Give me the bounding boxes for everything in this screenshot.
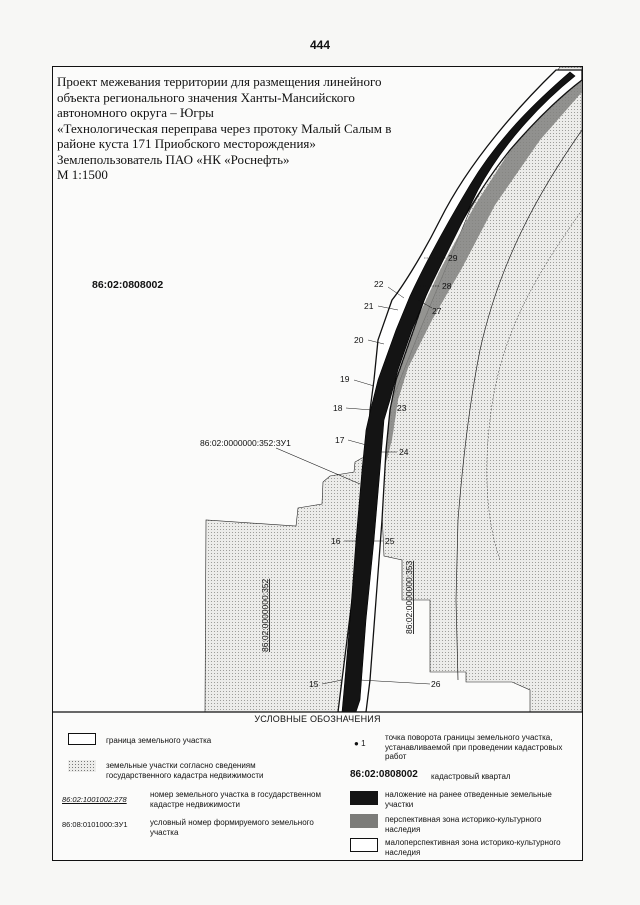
point-21: 21 xyxy=(364,301,374,311)
legend-quarter-text: кадастровый квартал xyxy=(431,772,511,781)
point-20: 20 xyxy=(354,335,364,345)
formed-parcel-label: 86:02:0000000:352:ЗУ1 xyxy=(200,438,291,448)
legend-turn-point-text: точка поворота границы земельного участка, устанавливаемой при проведении кадастровых работ xyxy=(385,733,563,761)
legend-formed-number-text: условный номер формируемого земельного участка xyxy=(150,818,314,837)
point-28: 28 xyxy=(442,281,452,291)
parcel-352-label: 86:02:0000000:352 xyxy=(260,578,270,652)
legend-cadastre-symbol xyxy=(68,760,96,772)
header-line: районе куста 171 Приобского месторождения» xyxy=(57,136,316,151)
legend-boundary-text: граница земельного участка xyxy=(106,736,212,745)
project-header xyxy=(57,74,417,183)
point-26: 26 xyxy=(431,679,441,689)
legend-overlap-text: наложение на ранее отведенные земельные участки xyxy=(385,790,552,809)
page-number: 444 xyxy=(309,38,331,52)
legend-low-perspective-symbol xyxy=(350,838,378,852)
legend-low-perspective-text: малоперспективная зона историко-культурного наследия xyxy=(385,838,561,857)
header-line: объекта регионального значения Ханты-Мансийского xyxy=(57,89,355,105)
legend-quarter-sample: 86:02:0808002 xyxy=(350,769,418,780)
point-27: 27 xyxy=(432,306,442,316)
point-24: 24 xyxy=(399,447,409,457)
point-23: 23 xyxy=(397,403,407,413)
legend-title: УСЛОВНЫЕ ОБОЗНАЧЕНИЯ xyxy=(254,714,381,724)
legend-perspective-symbol xyxy=(350,814,378,828)
legend-turn-point-sample: ● 1 xyxy=(354,739,366,748)
point-18: 18 xyxy=(333,403,343,413)
point-16: 16 xyxy=(331,536,341,546)
header-line: автономного округа – Югры xyxy=(57,105,214,120)
point-15: 15 xyxy=(309,679,319,689)
legend-turn-point-number: 1 xyxy=(361,739,366,748)
legend-perspective-text: перспективная зона историко-культурного наследия xyxy=(385,815,542,834)
point-22: 22 xyxy=(374,279,384,289)
quarter-label: 86:02:0808002 xyxy=(92,279,164,291)
parcel-353-label: 86:02:0000000:353 xyxy=(404,560,414,634)
header-line: Проект межевания территории для размещения линейного xyxy=(57,74,382,89)
scale-label: М 1:1500 xyxy=(57,167,108,182)
header-line: Землепользователь ПАО «НК «Роснефть» xyxy=(57,151,290,167)
point-19: 19 xyxy=(340,374,350,384)
legend-parcel-number-text: номер земельного участка в государственном кадастре недвижимости xyxy=(150,790,321,809)
legend-formed-number-sample: 86:08:0101000:ЗУ1 xyxy=(62,820,128,829)
legend-cadastre-text: земельные участки согласно сведениям государственного кадастра недвижимости xyxy=(106,761,264,780)
legend-parcel-number-sample: 86:02:1001002:278 xyxy=(62,795,127,804)
point-29: 29 xyxy=(448,253,458,263)
header-line: «Технологическая переправа через протоку Малый Салым в xyxy=(57,120,392,136)
point-25: 25 xyxy=(385,536,395,546)
legend-overlap-symbol xyxy=(350,791,378,805)
legend-boundary-symbol xyxy=(68,733,96,745)
point-17: 17 xyxy=(335,435,345,445)
